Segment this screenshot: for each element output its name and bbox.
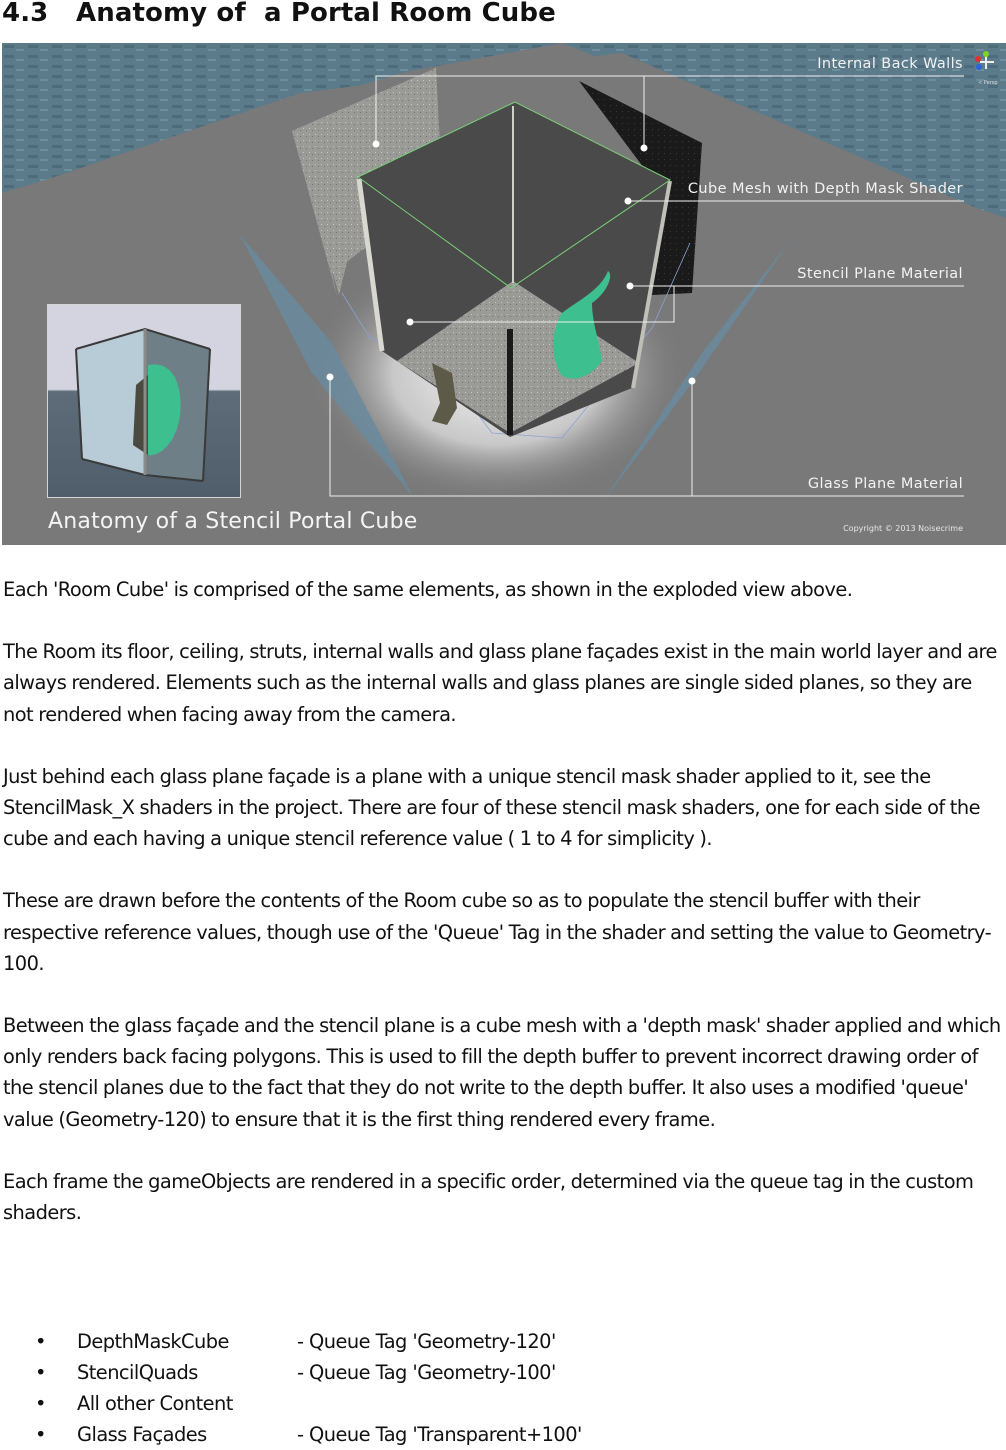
bullet-icon: • (35, 1423, 46, 1446)
bullet-icon: • (35, 1392, 46, 1415)
bullet-icon: • (35, 1361, 46, 1384)
bullet-icon: • (35, 1330, 46, 1353)
paragraph-render-order: Each frame the gameObjects are rendered in a specific order, determined via the queue tag in the custom shaders. (3, 1169, 974, 1225)
section-number: 4.3 (2, 0, 49, 28)
list-item-name: All other Content (77, 1392, 233, 1415)
list-item (0, 1326, 1000, 1357)
gizmo-persp-label: < Persp (978, 80, 998, 86)
list-item-name: StencilQuads (77, 1361, 198, 1384)
paragraph-room-elements: The Room its floor, ceiling, struts, internal walls and glass plane façades exist in the main world layer and are always rendered. Elements such as the internal walls and glass planes are single sided planes, so they are not rendered when facing away from the camera. (3, 640, 997, 726)
figure-copyright: Copyright © 2013 Noisecrime (843, 524, 963, 533)
paragraph-stencil-plane: Just behind each glass plane façade is a plane with a unique stencil mask shader applied to it, see the StencilMask_X shaders in the project. There are four of these stencil mask shaders, one for each side of the cube and each having a unique stencil reference value ( 1 to 4 for simplicity ). (3, 764, 980, 851)
list-item-name: DepthMaskCube (77, 1330, 229, 1353)
paragraph-depth-mask: Between the glass façade and the stencil plane is a cube mesh with a 'depth mask' shader applied and which only renders back facing polygons. This is used to fill the depth buffer to prevent incorrect drawing order of the stencil planes due to the fact that they do not write to the depth buffer. It also uses a modified 'queue' value (Geometry-120) to ensure that it is the first thing rendered every frame. (3, 1014, 1001, 1131)
list-item (0, 1357, 1000, 1388)
section-title: Anatomy of a Portal Room Cube (76, 0, 556, 28)
render-order-list (0, 1326, 1000, 1450)
list-item-queue-tag: - Queue Tag 'Transparent+100' (297, 1423, 582, 1446)
list-item-queue-tag: - Queue Tag 'Geometry-100' (297, 1361, 556, 1384)
callout-cube-mesh-depth-mask: Cube Mesh with Depth Mask Shader (687, 181, 963, 197)
list-item-name: Glass Façades (77, 1423, 207, 1446)
article-body (3, 574, 1006, 1259)
figure-caption: Anatomy of a Stencil Portal Cube (48, 509, 418, 534)
list-item (0, 1419, 1000, 1450)
paragraph-draw-order: These are drawn before the contents of the Room cube so as to populate the stencil buffer with their respective reference values, though use of the 'Queue' Tag in the shader and setting the value to Geometry-100. (3, 889, 992, 975)
callout-internal-back-walls: Internal Back Walls (817, 56, 963, 72)
callout-stencil-plane-material: Stencil Plane Material (797, 266, 963, 282)
list-item (0, 1388, 1000, 1419)
callout-glass-plane-material: Glass Plane Material (807, 476, 963, 492)
list-item-queue-tag: - Queue Tag 'Geometry-120' (297, 1330, 556, 1353)
section-heading (2, 0, 556, 30)
anatomy-figure (2, 43, 1006, 545)
paragraph-intro: Each 'Room Cube' is comprised of the same elements, as shown in the exploded view above. (3, 578, 853, 601)
inset-portal-cube-render (47, 304, 241, 498)
